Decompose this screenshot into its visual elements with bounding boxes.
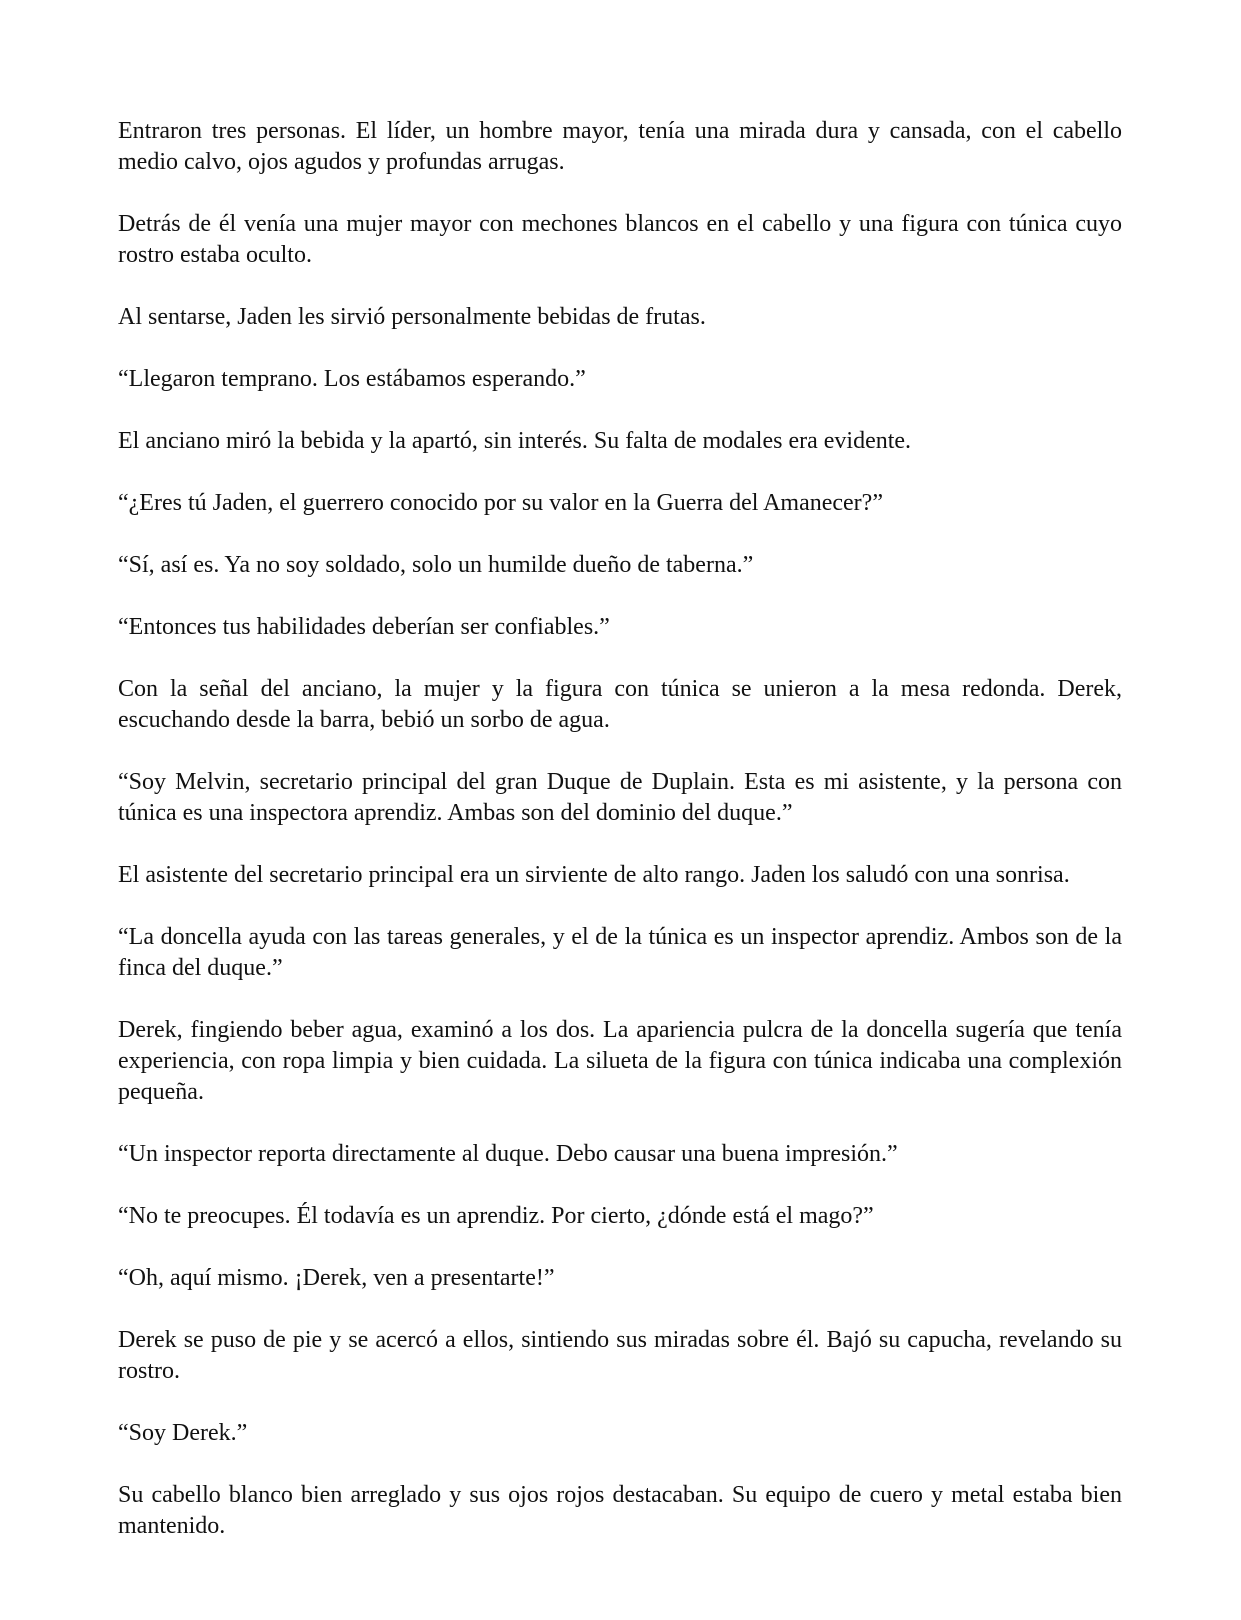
- paragraph-8: “Entonces tus habilidades deberían ser confiables.”: [118, 614, 610, 640]
- paragraph-4: “Llegaron temprano. Los estábamos esperando.”: [118, 366, 586, 392]
- paragraph-19: Su cabello blanco bien arreglado y sus ojos rojos destacaban. Su equipo de cuero y metal estaba bien mantenido.: [118, 1482, 1122, 1539]
- paragraph-9: Con la señal del anciano, la mujer y la figura con túnica se unieron a la mesa redonda. Derek, escuchando desde la barra, bebió un sorbo de agua.: [118, 676, 1122, 733]
- paragraph-16: “Oh, aquí mismo. ¡Derek, ven a presentarte!”: [118, 1265, 555, 1291]
- paragraph-2: Detrás de él venía una mujer mayor con mechones blancos en el cabello y una figura con túnica cuyo rostro estaba oculto.: [118, 211, 1122, 268]
- paragraph-18: “Soy Derek.”: [118, 1420, 248, 1446]
- paragraph-10: “Soy Melvin, secretario principal del gran Duque de Duplain. Esta es mi asistente, y la persona con túnica es una inspectora aprendiz. Ambas son del dominio del duque.”: [118, 769, 1122, 826]
- paragraph-14: “Un inspector reporta directamente al duque. Debo causar una buena impresión.”: [118, 1141, 898, 1167]
- paragraph-13: Derek, fingiendo beber agua, examinó a los dos. La apariencia pulcra de la doncella sugería que tenía experiencia, con ropa limpia y bien cuidada. La silueta de la figura con túnica indicaba una complexión pequeña.: [118, 1017, 1122, 1105]
- paragraph-11: El asistente del secretario principal era un sirviente de alto rango. Jaden los saludó con una sonrisa.: [118, 862, 1070, 888]
- paragraph-6: “¿Eres tú Jaden, el guerrero conocido por su valor en la Guerra del Amanecer?”: [118, 490, 883, 516]
- paragraph-15: “No te preocupes. Él todavía es un aprendiz. Por cierto, ¿dónde está el mago?”: [118, 1203, 874, 1229]
- paragraph-17: Derek se puso de pie y se acercó a ellos, sintiendo sus miradas sobre él. Bajó su capucha, revelando su rostro.: [118, 1327, 1122, 1384]
- paragraph-1: Entraron tres personas. El líder, un hombre mayor, tenía una mirada dura y cansada, con el cabello medio calvo, ojos agudos y profundas arrugas.: [118, 118, 1122, 175]
- paragraph-12: “La doncella ayuda con las tareas generales, y el de la túnica es un inspector aprendiz. Ambos son de la finca del duque.”: [118, 924, 1122, 981]
- paragraph-3: Al sentarse, Jaden les sirvió personalmente bebidas de frutas.: [118, 304, 706, 330]
- document-body: [118, 116, 1122, 1573]
- paragraph-5: El anciano miró la bebida y la apartó, sin interés. Su falta de modales era evidente.: [118, 428, 912, 454]
- paragraph-7: “Sí, así es. Ya no soy soldado, solo un humilde dueño de taberna.”: [118, 552, 754, 578]
